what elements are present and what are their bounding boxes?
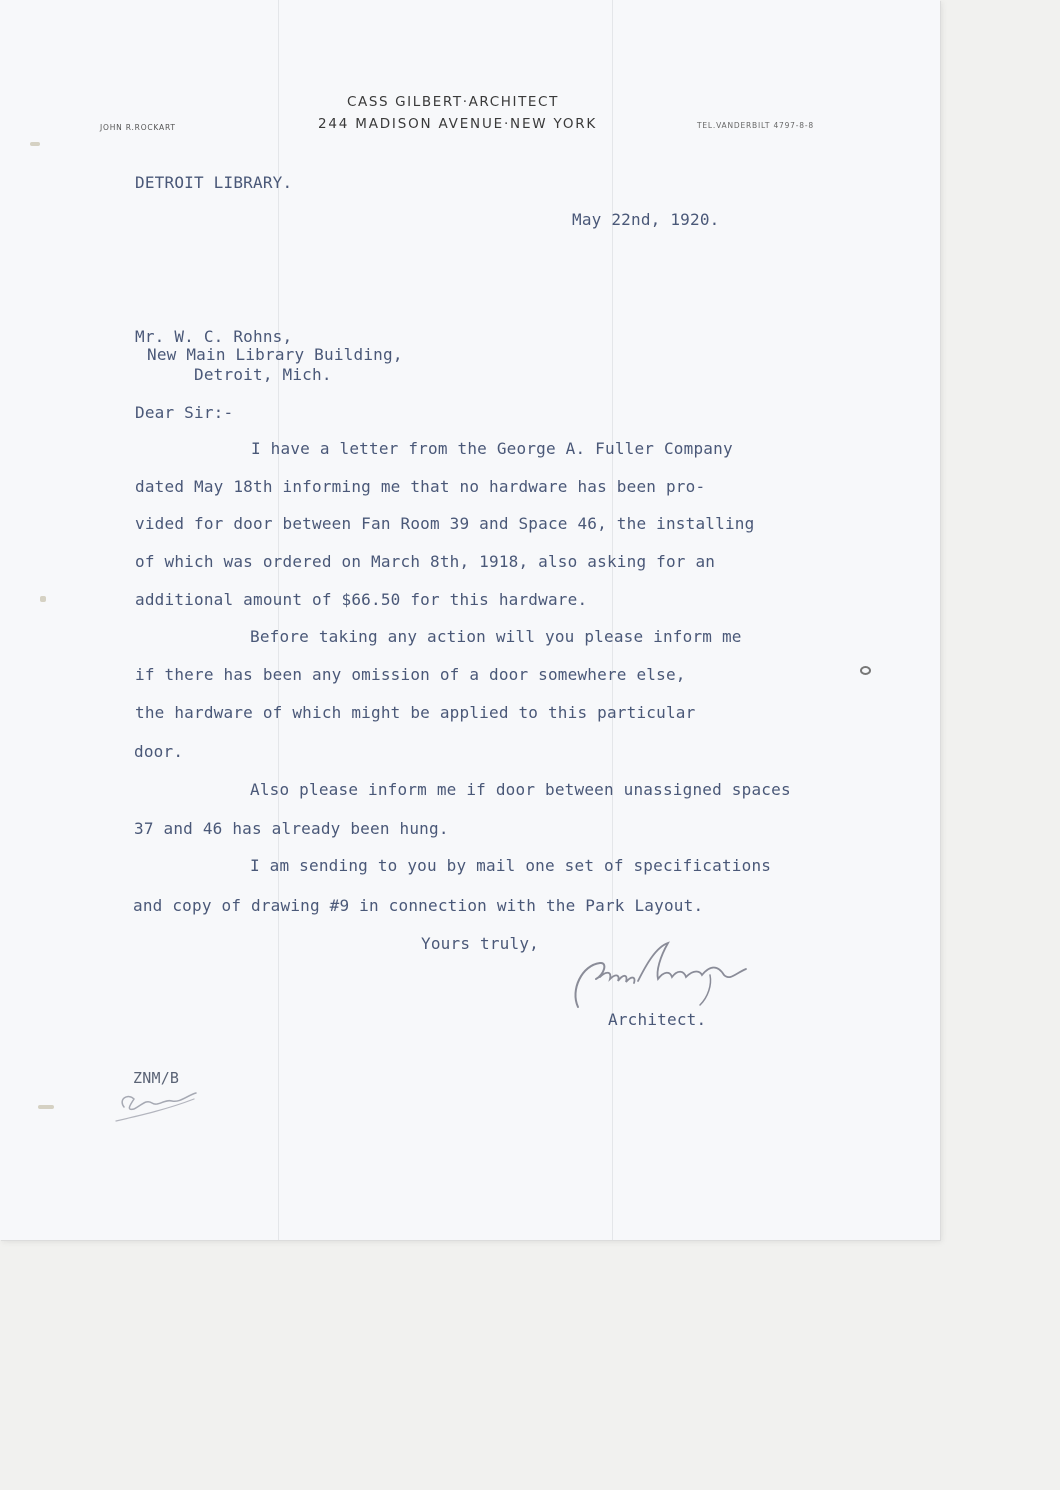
paragraph-line: vided for door between Fan Room 39 and Space 46, the installing [135, 514, 755, 533]
paragraph-line: dated May 18th informing me that no hardware has been pro- [135, 477, 706, 496]
paragraph-line: and copy of drawing #9 in connection with the Park Layout. [133, 896, 704, 915]
handwritten-initials [112, 1085, 202, 1125]
fold-crease-right [612, 0, 613, 1240]
letterhead-address: 244 MADISON AVENUE·NEW YORK [318, 116, 598, 132]
paper-speck [30, 142, 40, 146]
recipient-building: New Main Library Building, [147, 345, 403, 364]
paper-speck [38, 1105, 54, 1109]
paragraph-line: I am sending to you by mail one set of specifications [250, 856, 772, 875]
salutation: Dear Sir:- [135, 403, 234, 422]
letterhead-firm: CASS GILBERT·ARCHITECT [347, 94, 559, 110]
signer-title: Architect. [608, 1010, 707, 1029]
handwritten-signature [560, 935, 760, 1020]
closing: Yours truly, [421, 934, 539, 953]
paragraph-line: if there has been any omission of a door somewhere else, [135, 665, 686, 684]
paragraph-line: the hardware of which might be applied to this particular [135, 703, 696, 722]
recipient-name: Mr. W. C. Rohns, [135, 327, 293, 346]
paragraph-line: additional amount of $66.50 for this hardware. [135, 590, 588, 609]
letter-date: May 22nd, 1920. [572, 210, 720, 229]
paragraph-line: Also please inform me if door between unassigned spaces [250, 780, 791, 799]
paper-speck [40, 596, 46, 602]
paragraph-line: I have a letter from the George A. Fuller Company [251, 439, 733, 458]
reference-line: DETROIT LIBRARY. [135, 173, 293, 192]
paragraph-line: Before taking any action will you please inform me [250, 627, 742, 646]
letterhead-telephone: TEL.VANDERBILT 4797-8-8 [697, 121, 814, 130]
punch-hole [860, 666, 871, 675]
paragraph-line: of which was ordered on March 8th, 1918, also asking for an [135, 552, 716, 571]
reference-initials: ZNM/B [133, 1069, 180, 1087]
paragraph-line: 37 and 46 has already been hung. [134, 819, 449, 838]
letterhead-associate: JOHN R.ROCKART [100, 123, 176, 132]
recipient-city: Detroit, Mich. [194, 365, 332, 384]
paragraph-line: door. [134, 742, 184, 761]
